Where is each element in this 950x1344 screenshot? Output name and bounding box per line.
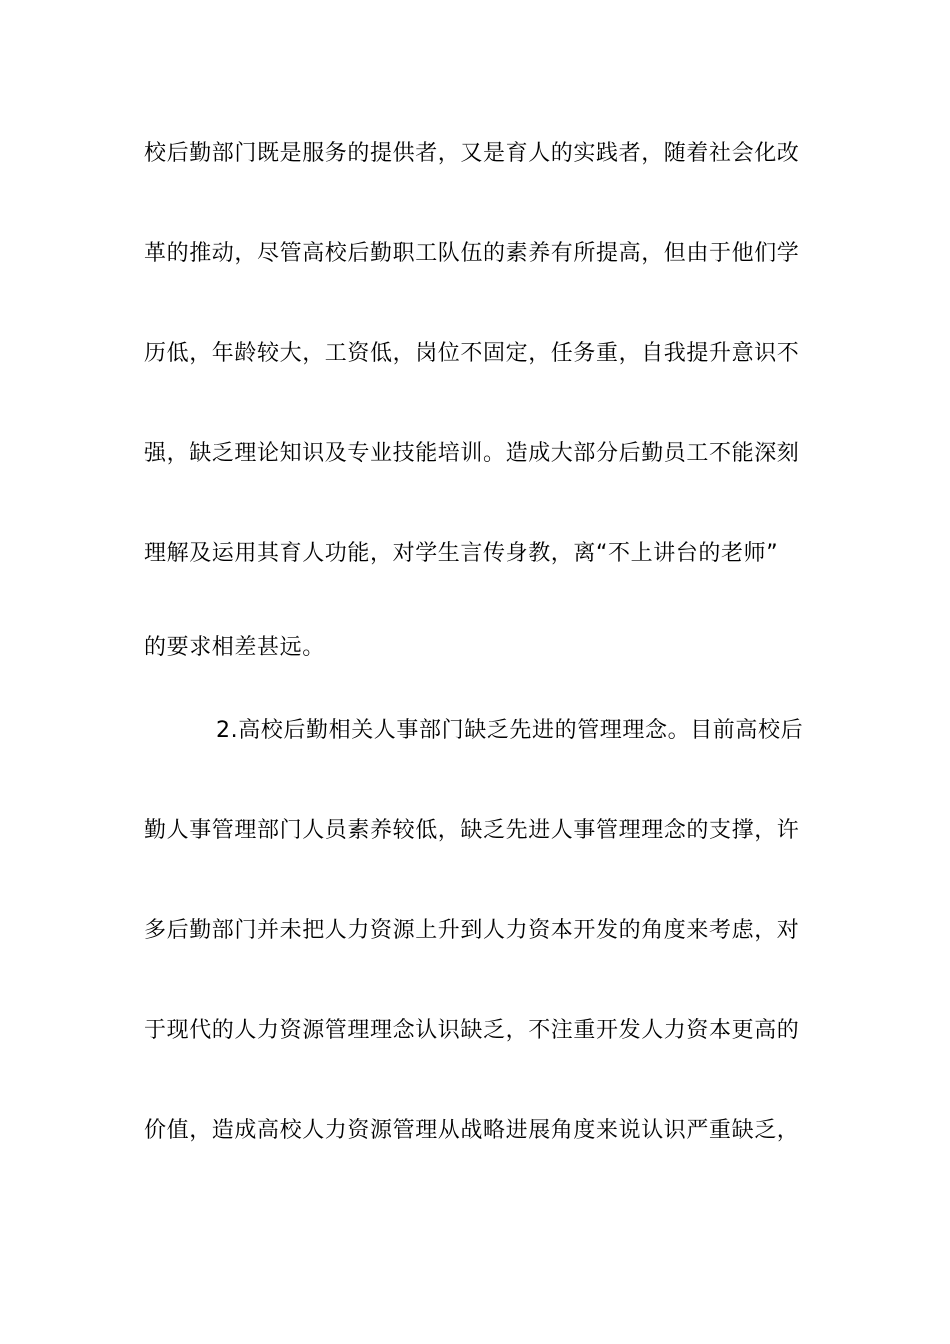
text-line: 的要求相差甚远。 <box>144 635 325 660</box>
text-line: 多后勤部门并未把人力资源上升到人力资本开发的角度来考虑，对 <box>144 918 800 943</box>
text-line: 于现代的人力资源管理理念认识缺乏，不注重开发人力资本更高的 <box>144 1018 800 1043</box>
text-line: 理解及运用其育人功能，对学生言传身教，离“不上讲台的老师” <box>144 541 779 566</box>
paragraph-heading-line: 2.高校后勤相关人事部门缺乏先进的管理理念。目前高校后 <box>216 718 804 743</box>
text-line: 历低，年龄较大，工资低，岗位不固定，任务重，自我提升意识不 <box>144 341 800 366</box>
text-line: 校后勤部门既是服务的提供者，又是育人的实践者，随着社会化改 <box>144 141 800 166</box>
text-line: 勤人事管理部门人员素养较低，缺乏先进人事管理理念的支撑，许 <box>144 818 800 843</box>
text-line: 价值，造成高校人力资源管理从战略进展角度来说认识严重缺乏， <box>144 1118 800 1143</box>
text-line: 强，缺乏理论知识及专业技能培训。造成大部分后勤员工不能深刻 <box>144 441 800 466</box>
text-line: 革的推动，尽管高校后勤职工队伍的素养有所提高，但由于他们学 <box>144 241 800 266</box>
